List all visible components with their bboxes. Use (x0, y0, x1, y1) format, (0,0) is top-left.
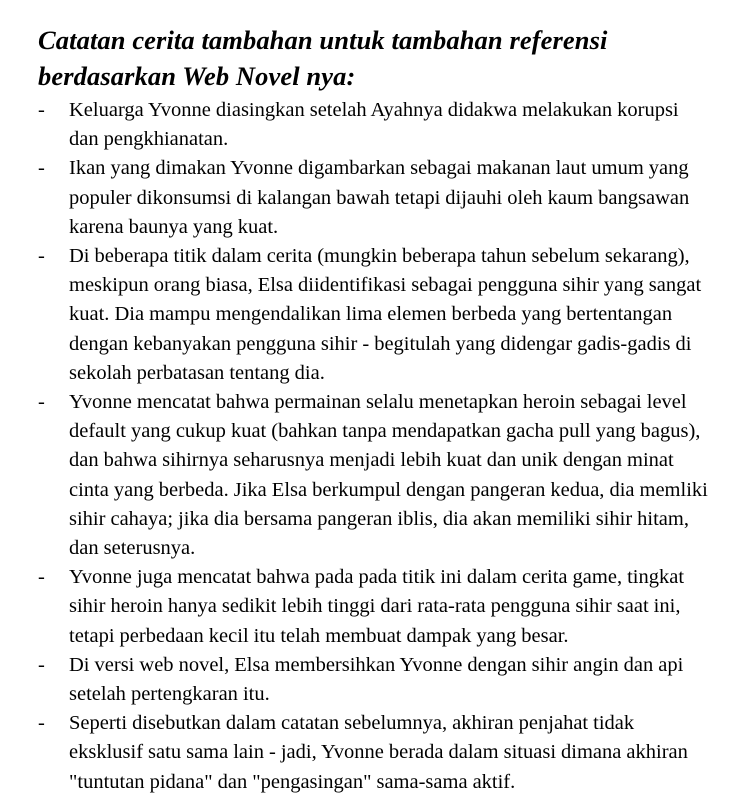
page-title: Catatan cerita tambahan untuk tambahan referensi berdasarkan Web Novel nya: (38, 25, 608, 91)
list-item-text: Ikan yang dimakan Yvonne digambarkan sebagai makanan laut umum yang populer dikonsumsi di kalangan bawah tetapi dijauhi oleh kaum bangsawan karena baunya yang kuat. (69, 157, 690, 238)
notes-list (38, 96, 712, 797)
list-item-text: Yvonne mencatat bahwa permainan selalu menetapkan heroin sebagai level default yang cukup kuat (bahkan tanpa mendapatkan gacha pull yang bagus), dan bahwa sihirnya seharusnya menjadi lebih kuat dan unik dengan minat cinta yang berbeda. Jika Elsa berkumpul dengan pangeran kedua, dia memliki sihir cahaya; jika dia bersama pangeran iblis, dia akan memiliki sihir hitam, dan seterusnya. (69, 391, 708, 560)
bullet-marker: - (38, 99, 45, 121)
bullet-marker: - (38, 157, 45, 180)
list-item (38, 563, 712, 651)
list-item (38, 388, 712, 563)
bullet-marker: - (38, 712, 45, 735)
bullet-marker: - (38, 566, 45, 589)
list-item-text: Di versi web novel, Elsa membersihkan Yvonne dengan sihir angin dan api setelah pertengkaran itu. (69, 653, 684, 706)
list-item-text: Yvonne juga mencatat bahwa pada pada titik ini dalam cerita game, tingkat sihir heroin hanya sedikit lebih tinggi dari rata-rata pengguna sihir saat ini, tetapi perbedaan kecil itu telah membuat dampak yang besar. (69, 566, 685, 647)
list-item (38, 96, 712, 154)
list-item (38, 709, 712, 797)
list-item-text: Keluarga Yvonne diasingkan setelah Ayahnya didakwa melakukan korupsi dan pengkhianatan. (69, 99, 679, 151)
list-item-text: Seperti disebutkan dalam catatan sebelumnya, akhiran penjahat tidak eksklusif satu sama lain - jadi, Yvonne berada dalam situasi dimana akhiran "tuntutan pidana" dan "pengasingan" sama-sama aktif. (69, 712, 688, 793)
bullet-marker: - (38, 653, 45, 676)
bullet-marker: - (38, 391, 45, 414)
bullet-marker: - (38, 245, 45, 268)
list-item-text: Di beberapa titik dalam cerita (mungkin beberapa tahun sebelum sekarang), meskipun orang biasa, Elsa diidentifikasi sebagai pengguna sihir yang sangat kuat. Dia mampu mengendalikan lima elemen berbeda yang bertentangan dengan kebanyakan pengguna sihir - begitulah yang didengar gadis-gadis di sekolah perbatasan tentang dia. (69, 245, 702, 384)
list-item (38, 651, 712, 709)
list-item (38, 154, 712, 242)
list-item (38, 242, 712, 388)
